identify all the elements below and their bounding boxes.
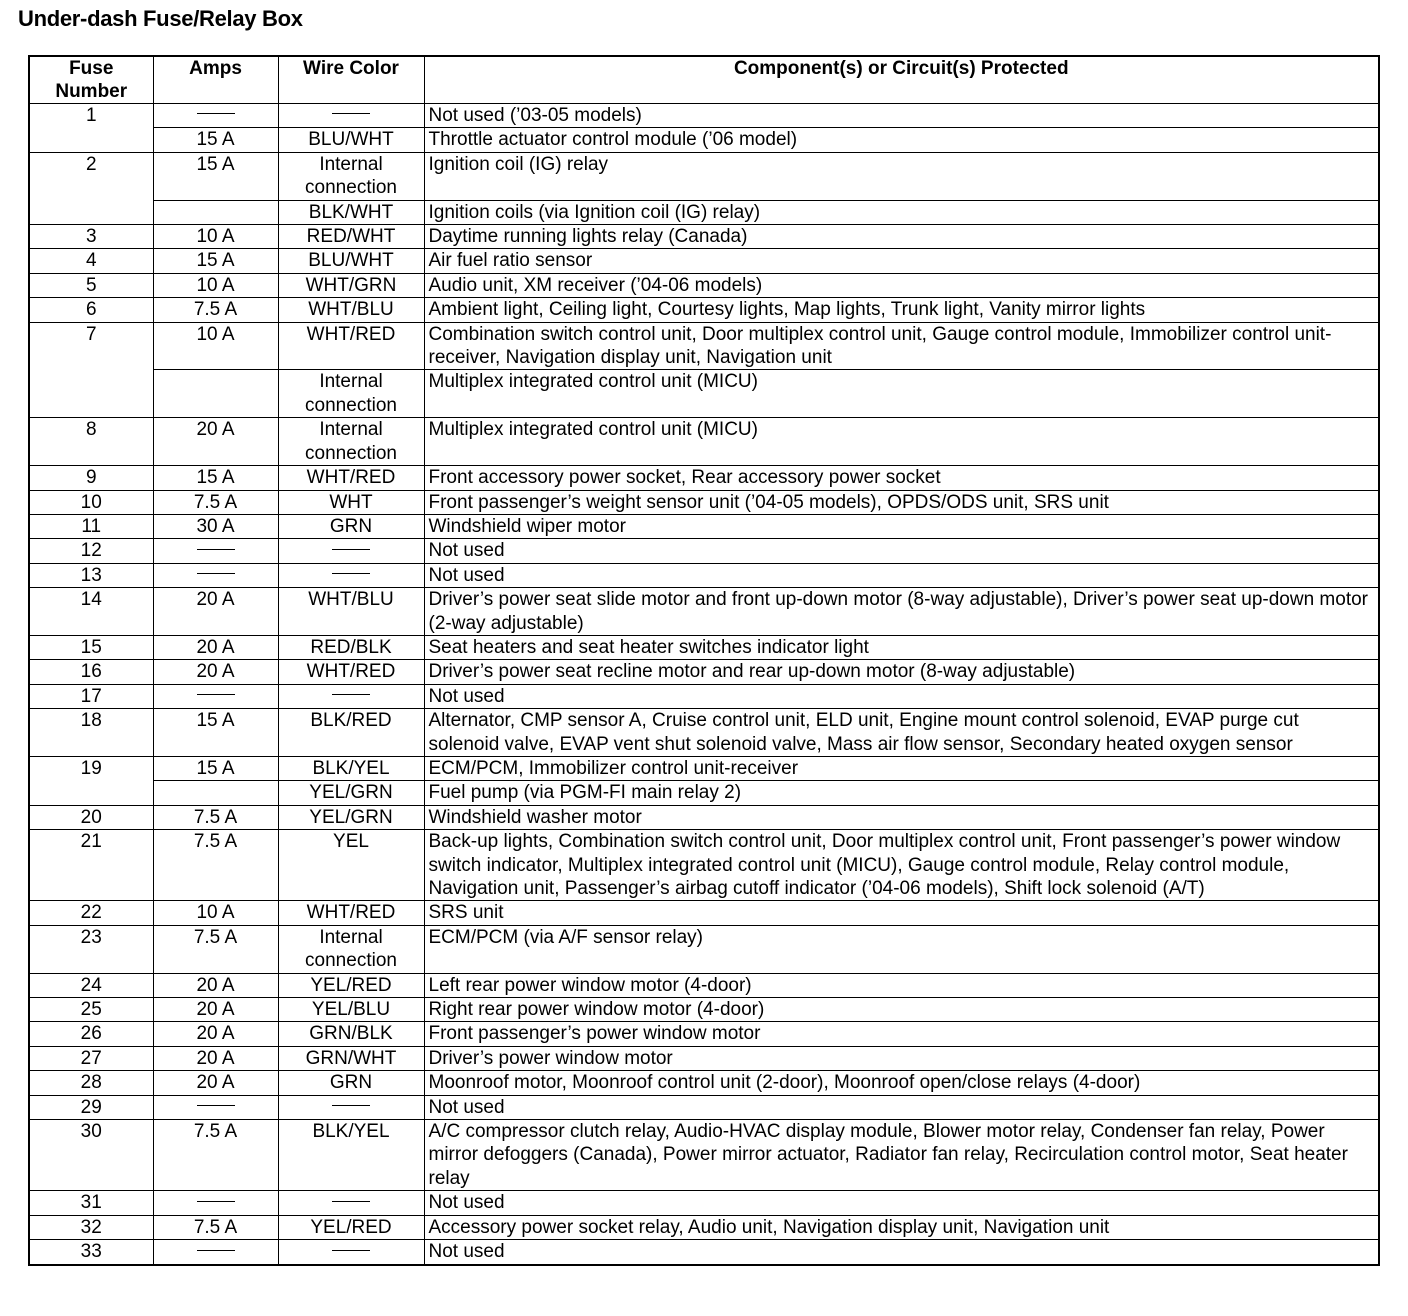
component-cell: Ambient light, Ceiling light, Courtesy lights, Map lights, Trunk light, Vanity mirror lights — [424, 298, 1379, 322]
amps-cell — [153, 1095, 278, 1119]
fuse-number-cell: 4 — [29, 249, 153, 273]
table-row — [29, 660, 1379, 684]
table-row — [29, 225, 1379, 249]
fuse-number-cell: 3 — [29, 225, 153, 249]
amps-cell: 15 A — [153, 756, 278, 780]
component-cell: Throttle actuator control module (’06 model) — [424, 128, 1379, 152]
table-row — [29, 273, 1379, 297]
wire-color-cell — [278, 539, 424, 563]
table-row — [29, 128, 1379, 152]
table-row — [29, 466, 1379, 490]
component-cell: A/C compressor clutch relay, Audio-HVAC display module, Blower motor relay, Condenser fan relay, Power mirror defoggers (Canada), Power mirror actuator, Radiator fan relay, Recirculation control motor, Seat heater relay — [424, 1120, 1379, 1191]
wire-color-cell: Internal connection — [278, 925, 424, 973]
wire-color-cell: WHT/RED — [278, 322, 424, 370]
amps-cell: 10 A — [153, 901, 278, 925]
table-row — [29, 901, 1379, 925]
wire-color-cell — [278, 684, 424, 708]
fuse-number-cell: 29 — [29, 1095, 153, 1119]
fuse-number-cell: 28 — [29, 1071, 153, 1095]
dash-mark — [197, 1250, 235, 1251]
fuse-number-cell: 6 — [29, 298, 153, 322]
fuse-number-cell: 24 — [29, 973, 153, 997]
table-row — [29, 1071, 1379, 1095]
wire-color-cell: YEL/RED — [278, 973, 424, 997]
table-row — [29, 998, 1379, 1022]
fuse-number-cell: 14 — [29, 588, 153, 636]
header-wire-color: Wire Color — [278, 56, 424, 104]
dash-mark — [197, 694, 235, 695]
component-cell: Driver’s power seat recline motor and rear up-down motor (8-way adjustable) — [424, 660, 1379, 684]
component-cell: Not used — [424, 1095, 1379, 1119]
fuse-number-cell: 27 — [29, 1046, 153, 1070]
table-row — [29, 490, 1379, 514]
fuse-number-cell: 19 — [29, 756, 153, 805]
table-header-row — [29, 56, 1379, 104]
fuse-number-cell: 22 — [29, 901, 153, 925]
page-title: Under-dash Fuse/Relay Box — [18, 6, 303, 31]
fuse-table — [28, 55, 1380, 1266]
fuse-number-cell: 16 — [29, 660, 153, 684]
component-cell: Left rear power window motor (4-door) — [424, 973, 1379, 997]
component-cell: Windshield washer motor — [424, 805, 1379, 829]
amps-cell: 15 A — [153, 128, 278, 152]
component-cell: Windshield wiper motor — [424, 514, 1379, 538]
table-row — [29, 539, 1379, 563]
dash-mark — [197, 1201, 235, 1202]
amps-cell — [153, 200, 278, 224]
wire-color-cell: WHT/RED — [278, 660, 424, 684]
dash-mark — [197, 549, 235, 550]
amps-cell: 7.5 A — [153, 1120, 278, 1191]
dash-mark — [332, 1201, 370, 1202]
wire-color-cell — [278, 1240, 424, 1265]
dash-mark — [332, 573, 370, 574]
amps-cell: 7.5 A — [153, 925, 278, 973]
amps-cell — [153, 1191, 278, 1215]
table-body — [29, 104, 1379, 1265]
table-row — [29, 200, 1379, 224]
component-cell: Driver’s power seat slide motor and front up-down motor (8-way adjustable), Driver’s power seat up-down motor (2-way adjustable) — [424, 588, 1379, 636]
amps-cell: 7.5 A — [153, 298, 278, 322]
component-cell: ECM/PCM (via A/F sensor relay) — [424, 925, 1379, 973]
dash-mark — [332, 694, 370, 695]
amps-cell: 15 A — [153, 249, 278, 273]
amps-cell — [153, 563, 278, 587]
table-row — [29, 104, 1379, 128]
wire-color-cell: BLK/RED — [278, 709, 424, 757]
component-cell: ECM/PCM, Immobilizer control unit-receiver — [424, 756, 1379, 780]
component-cell: Multiplex integrated control unit (MICU) — [424, 418, 1379, 466]
amps-cell: 20 A — [153, 1071, 278, 1095]
wire-color-cell: WHT — [278, 490, 424, 514]
amps-cell: 20 A — [153, 588, 278, 636]
amps-cell: 20 A — [153, 1046, 278, 1070]
wire-color-cell: WHT/GRN — [278, 273, 424, 297]
component-cell: Not used (’03-05 models) — [424, 104, 1379, 128]
fuse-number-cell: 7 — [29, 322, 153, 418]
table-row — [29, 635, 1379, 659]
amps-cell: 30 A — [153, 514, 278, 538]
amps-cell — [153, 104, 278, 128]
dash-mark — [197, 113, 235, 114]
fuse-number-cell: 30 — [29, 1120, 153, 1191]
wire-color-cell: GRN — [278, 1071, 424, 1095]
component-cell: SRS unit — [424, 901, 1379, 925]
fuse-number-cell: 18 — [29, 709, 153, 757]
amps-cell: 15 A — [153, 152, 278, 200]
amps-cell: 7.5 A — [153, 490, 278, 514]
dash-mark — [332, 549, 370, 550]
table-row — [29, 805, 1379, 829]
dash-mark — [197, 1105, 235, 1106]
wire-color-cell: YEL/BLU — [278, 998, 424, 1022]
wire-color-cell — [278, 1191, 424, 1215]
table-row — [29, 781, 1379, 805]
wire-color-cell: GRN/BLK — [278, 1022, 424, 1046]
fuse-number-cell: 20 — [29, 805, 153, 829]
fuse-number-cell: 21 — [29, 830, 153, 901]
wire-color-cell: RED/BLK — [278, 635, 424, 659]
table-row — [29, 1120, 1379, 1191]
component-cell: Not used — [424, 1191, 1379, 1215]
amps-cell — [153, 781, 278, 805]
component-cell: Seat heaters and seat heater switches indicator light — [424, 635, 1379, 659]
amps-cell: 15 A — [153, 466, 278, 490]
wire-color-cell: BLK/YEL — [278, 756, 424, 780]
amps-cell: 7.5 A — [153, 830, 278, 901]
wire-color-cell — [278, 563, 424, 587]
table-row — [29, 684, 1379, 708]
fuse-number-cell: 5 — [29, 273, 153, 297]
table-row — [29, 756, 1379, 780]
component-cell: Front passenger’s weight sensor unit (’04-05 models), OPDS/ODS unit, SRS unit — [424, 490, 1379, 514]
component-cell: Not used — [424, 1240, 1379, 1265]
table-row — [29, 925, 1379, 973]
fuse-number-cell: 1 — [29, 104, 153, 153]
component-cell: Not used — [424, 563, 1379, 587]
wire-color-cell: BLK/YEL — [278, 1120, 424, 1191]
wire-color-cell: YEL/RED — [278, 1215, 424, 1239]
wire-color-cell — [278, 1095, 424, 1119]
table-row — [29, 830, 1379, 901]
table-row — [29, 1240, 1379, 1265]
dash-mark — [332, 1105, 370, 1106]
fuse-number-cell: 33 — [29, 1240, 153, 1265]
wire-color-cell: GRN — [278, 514, 424, 538]
wire-color-cell: BLU/WHT — [278, 128, 424, 152]
table-row — [29, 152, 1379, 200]
amps-cell: 20 A — [153, 660, 278, 684]
header-component: Component(s) or Circuit(s) Protected — [424, 56, 1379, 104]
component-cell: Fuel pump (via PGM-FI main relay 2) — [424, 781, 1379, 805]
fuse-number-cell: 31 — [29, 1191, 153, 1215]
wire-color-cell: GRN/WHT — [278, 1046, 424, 1070]
wire-color-cell: BLK/WHT — [278, 200, 424, 224]
amps-cell: 7.5 A — [153, 1215, 278, 1239]
component-cell: Ignition coils (via Ignition coil (IG) relay) — [424, 200, 1379, 224]
component-cell: Accessory power socket relay, Audio unit, Navigation display unit, Navigation unit — [424, 1215, 1379, 1239]
table-row — [29, 298, 1379, 322]
amps-cell: 20 A — [153, 635, 278, 659]
fuse-number-cell: 13 — [29, 563, 153, 587]
amps-cell: 7.5 A — [153, 805, 278, 829]
wire-color-cell: WHT/RED — [278, 901, 424, 925]
wire-color-cell: YEL/GRN — [278, 805, 424, 829]
dash-mark — [332, 1250, 370, 1251]
fuse-number-cell: 2 — [29, 152, 153, 224]
fuse-number-cell: 12 — [29, 539, 153, 563]
wire-color-cell — [278, 104, 424, 128]
component-cell: Air fuel ratio sensor — [424, 249, 1379, 273]
component-cell: Audio unit, XM receiver (’04-06 models) — [424, 273, 1379, 297]
fuse-number-cell: 32 — [29, 1215, 153, 1239]
component-cell: Daytime running lights relay (Canada) — [424, 225, 1379, 249]
component-cell: Front passenger’s power window motor — [424, 1022, 1379, 1046]
fuse-number-cell: 11 — [29, 514, 153, 538]
header-fuse-number: Fuse Number — [29, 56, 153, 104]
fuse-number-cell: 8 — [29, 418, 153, 466]
fuse-number-cell: 25 — [29, 998, 153, 1022]
amps-cell — [153, 684, 278, 708]
table-row — [29, 1046, 1379, 1070]
amps-cell: 20 A — [153, 1022, 278, 1046]
fuse-number-cell: 26 — [29, 1022, 153, 1046]
fuse-number-cell: 9 — [29, 466, 153, 490]
table-row — [29, 370, 1379, 418]
table-row — [29, 418, 1379, 466]
component-cell: Alternator, CMP sensor A, Cruise control unit, ELD unit, Engine mount control solenoid, EVAP purge cut solenoid valve, EVAP vent shut solenoid valve, Mass air flow sensor, Secondary heated oxygen sensor — [424, 709, 1379, 757]
fuse-number-cell: 10 — [29, 490, 153, 514]
table-row — [29, 1095, 1379, 1119]
component-cell: Ignition coil (IG) relay — [424, 152, 1379, 200]
dash-mark — [332, 113, 370, 114]
component-cell: Multiplex integrated control unit (MICU) — [424, 370, 1379, 418]
wire-color-cell: BLU/WHT — [278, 249, 424, 273]
amps-cell: 20 A — [153, 973, 278, 997]
table-row — [29, 588, 1379, 636]
component-cell: Right rear power window motor (4-door) — [424, 998, 1379, 1022]
component-cell: Not used — [424, 684, 1379, 708]
wire-color-cell: Internal connection — [278, 370, 424, 418]
table-row — [29, 514, 1379, 538]
wire-color-cell: RED/WHT — [278, 225, 424, 249]
component-cell: Not used — [424, 539, 1379, 563]
table-row — [29, 249, 1379, 273]
wire-color-cell: YEL/GRN — [278, 781, 424, 805]
header-amps: Amps — [153, 56, 278, 104]
table-row — [29, 1215, 1379, 1239]
table-row — [29, 563, 1379, 587]
table-row — [29, 973, 1379, 997]
wire-color-cell: WHT/BLU — [278, 588, 424, 636]
amps-cell — [153, 539, 278, 563]
amps-cell: 20 A — [153, 998, 278, 1022]
wire-color-cell: WHT/BLU — [278, 298, 424, 322]
component-cell: Front accessory power socket, Rear accessory power socket — [424, 466, 1379, 490]
amps-cell: 15 A — [153, 709, 278, 757]
fuse-number-cell: 17 — [29, 684, 153, 708]
component-cell: Combination switch control unit, Door multiplex control unit, Gauge control module, Immobilizer control unit-receiver, Navigation display unit, Navigation unit — [424, 322, 1379, 370]
fuse-number-cell: 15 — [29, 635, 153, 659]
wire-color-cell: Internal connection — [278, 418, 424, 466]
table-row — [29, 322, 1379, 370]
dash-mark — [197, 573, 235, 574]
table-row — [29, 709, 1379, 757]
fuse-number-cell: 23 — [29, 925, 153, 973]
table-row — [29, 1191, 1379, 1215]
component-cell: Back-up lights, Combination switch control unit, Door multiplex control unit, Front passenger’s power window switch indicator, Multiplex integrated control unit (MICU), Gauge control module, Relay control module, Navigation unit, Passenger’s airbag cutoff indicator (’04-06 models), Shift lock solenoid (A/T) — [424, 830, 1379, 901]
wire-color-cell: WHT/RED — [278, 466, 424, 490]
amps-cell — [153, 1240, 278, 1265]
amps-cell: 20 A — [153, 418, 278, 466]
component-cell: Driver’s power window motor — [424, 1046, 1379, 1070]
amps-cell — [153, 370, 278, 418]
wire-color-cell: Internal connection — [278, 152, 424, 200]
amps-cell: 10 A — [153, 225, 278, 249]
component-cell: Moonroof motor, Moonroof control unit (2-door), Moonroof open/close relays (4-door) — [424, 1071, 1379, 1095]
table-row — [29, 1022, 1379, 1046]
amps-cell: 10 A — [153, 322, 278, 370]
wire-color-cell: YEL — [278, 830, 424, 901]
amps-cell: 10 A — [153, 273, 278, 297]
